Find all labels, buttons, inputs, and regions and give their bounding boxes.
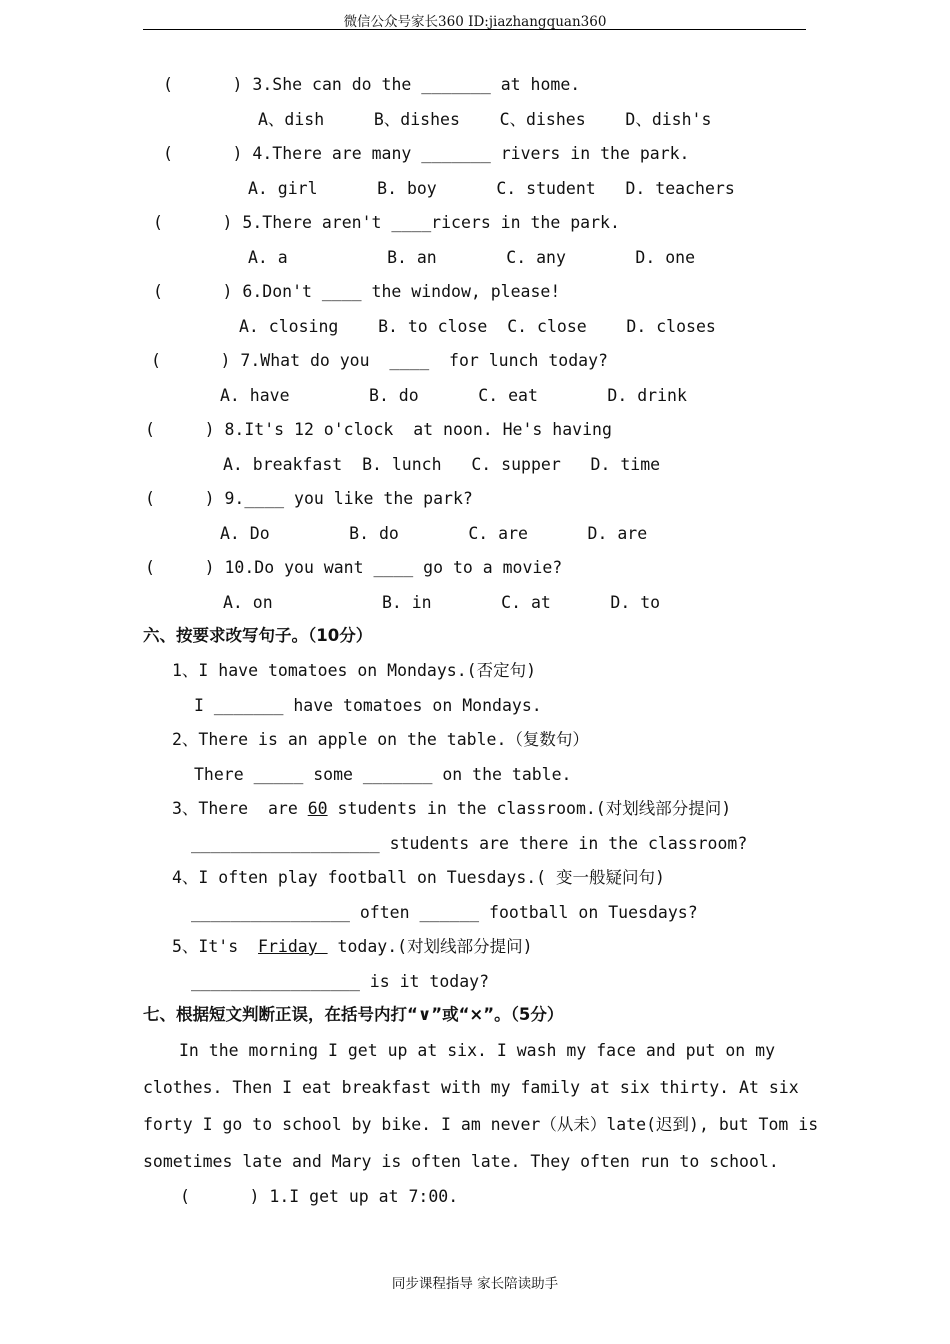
- section-7-title: 七、根据短文判断正误，在括号内打“∨”或“×”。（5分）: [143, 1005, 564, 1024]
- question-8-options: A. breakfast B. lunch C. supper D. time: [223, 455, 661, 474]
- rewrite-4-answer: ________________ often ______ football on Tuesdays?: [191, 903, 698, 922]
- passage-line-4: sometimes late and Mary is often late. They often run to school.: [143, 1152, 779, 1171]
- rewrite-5-answer: _________________ is it today?: [191, 972, 490, 991]
- question-5: ( ) 5.There aren't ____ricers in the park.: [153, 213, 620, 232]
- passage-line-1: In the morning I get up at six. I wash my face and put on my: [179, 1041, 776, 1060]
- rewrite-3-underlined: 60: [307, 799, 328, 818]
- rewrite-3-answer: ___________________ students are there in the classroom?: [191, 834, 748, 853]
- question-10: ( ) 10.Do you want ____ go to a movie?: [145, 558, 563, 577]
- header-divider: [143, 29, 806, 30]
- rewrite-5-pre: 5、It's: [172, 937, 259, 956]
- rewrite-5: [172, 937, 533, 957]
- question-4-options: A. girl B. boy C. student D. teachers: [248, 179, 735, 198]
- passage-line-3: forty I go to school by bike. I am never（从未）late(迟到), but Tom is: [143, 1115, 819, 1134]
- rewrite-3-post: students in the classroom.(对划线部分提问): [327, 799, 732, 818]
- question-8: ( ) 8.It's 12 o'clock at noon. He's having: [145, 420, 612, 439]
- page-header: 微信公众号家长360 ID:jiazhangquan360: [343, 14, 607, 30]
- rewrite-1: 1、I have tomatoes on Mondays.(否定句): [172, 661, 537, 680]
- question-3: ( ) 3.She can do the _______ at home.: [163, 75, 581, 94]
- rewrite-5-underlined: Friday: [258, 937, 328, 956]
- reading-passage: [143, 1032, 819, 1180]
- question-6-options: A. closing B. to close C. close D. closes: [239, 317, 716, 336]
- judge-1: ( ) 1.I get up at 7:00.: [180, 1187, 459, 1206]
- passage-line-2: clothes. Then I eat breakfast with my family at six thirty. At six: [143, 1078, 799, 1097]
- rewrite-3-pre: 3、There are: [172, 799, 308, 818]
- section-6-title: 六、按要求改写句子。（10分）: [143, 626, 373, 645]
- question-3-options: A、dish B、dishes C、dishes D、dish's: [258, 110, 712, 129]
- question-5-options: A. a B. an C. any D. one: [248, 248, 696, 267]
- question-9: ( ) 9.____ you like the park?: [145, 489, 473, 508]
- rewrite-4: 4、I often play football on Tuesdays.( 变一般疑问句): [172, 868, 665, 887]
- rewrite-5-post: today.(对划线部分提问): [327, 937, 533, 956]
- rewrite-2: 2、There is an apple on the table.（复数句）: [172, 730, 589, 749]
- rewrite-3: [172, 799, 731, 819]
- question-7: ( ) 7.What do you ____ for lunch today?: [151, 351, 608, 370]
- question-7-options: A. have B. do C. eat D. drink: [220, 386, 687, 405]
- question-4: ( ) 4.There are many _______ rivers in the park.: [163, 144, 690, 163]
- page-footer: 同步课程指导 家长陪读助手: [391, 1276, 559, 1292]
- question-9-options: A. Do B. do C. are D. are: [220, 524, 648, 543]
- question-10-options: A. on B. in C. at D. to: [223, 593, 661, 612]
- rewrite-2-answer: There _____ some _______ on the table.: [194, 765, 572, 784]
- question-6: ( ) 6.Don't ____ the window, please!: [153, 282, 561, 301]
- rewrite-1-answer: I _______ have tomatoes on Mondays.: [194, 696, 542, 715]
